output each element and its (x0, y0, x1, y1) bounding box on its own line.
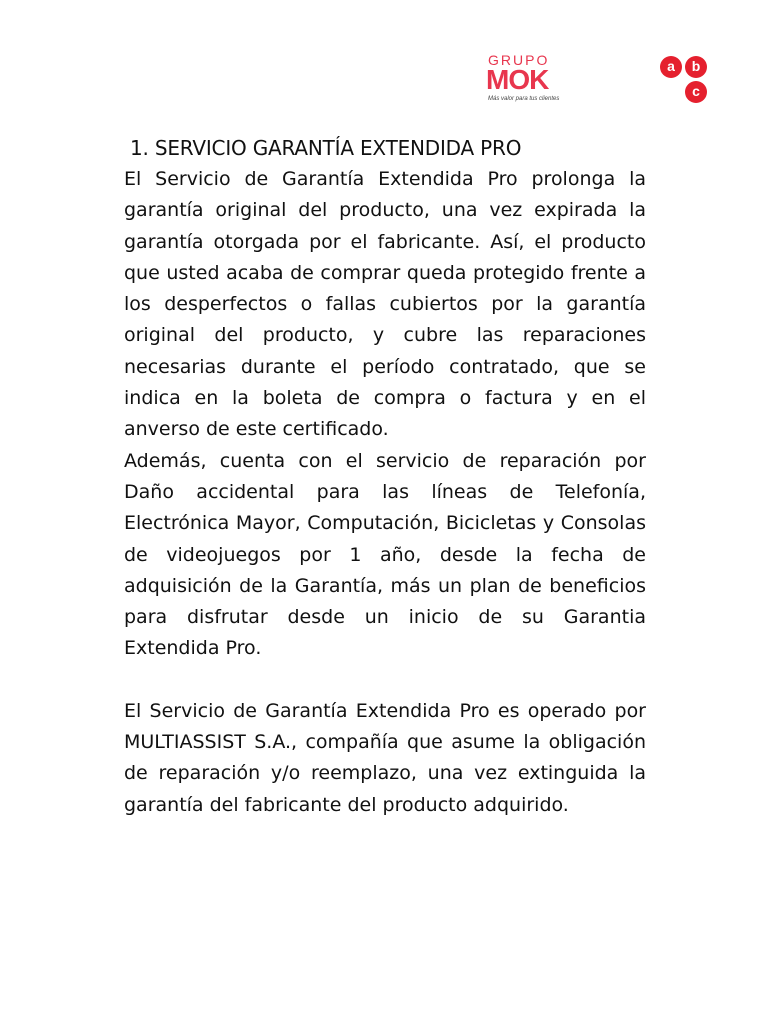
paragraph-accidental-damage: Además, cuenta con el servicio de reparación por Daño accidental para las líneas de Telefonía, Electrónica Mayor, Computación, Bicicletas y Consolas de videojuegos por 1 año, desde la fecha de adquisición de la Garantía, más un plan de beneficios para disfrutar desde un inicio de su Garantia Extendida Pro. (124, 449, 646, 660)
mok-logo-grupo-text: GRUPO (488, 52, 550, 68)
paragraph-operator: El Servicio de Garantía Extendida Pro es operado por MULTIASSIST S.A., compañía que asume la obligación de reparación y/o reemplazo, una vez extinguida la garantía del fabricante del producto adquirido. (124, 699, 646, 816)
paragraph-spacer (124, 665, 646, 696)
abc-logo (660, 56, 708, 106)
grupo-mok-logo (478, 50, 588, 110)
mok-logo-name-text: MOK (486, 64, 549, 95)
abc-logo-c: c (685, 81, 707, 103)
header-logos (478, 50, 708, 110)
paragraph-coverage: El Servicio de Garantía Extendida Pro prolonga la garantía original del producto, una vez expirada la garantía otorgada por el fabricante. Así, el producto que usted acaba de comprar queda protegido frente a los desperfectos o fallas cubiertos por la garantía original del producto, y cubre las reparaciones necesarias durante el período contratado, que se indica en la boleta de compra o factura y en el anverso de este certificado. (124, 168, 646, 441)
document-body (124, 136, 646, 821)
abc-logo-a: a (660, 56, 682, 78)
mok-logo-tagline: Más valor para tus clientes (488, 96, 560, 102)
abc-logo-b: b (685, 56, 707, 78)
section-heading: 1. SERVICIO GARANTÍA EXTENDIDA PRO (130, 136, 522, 160)
